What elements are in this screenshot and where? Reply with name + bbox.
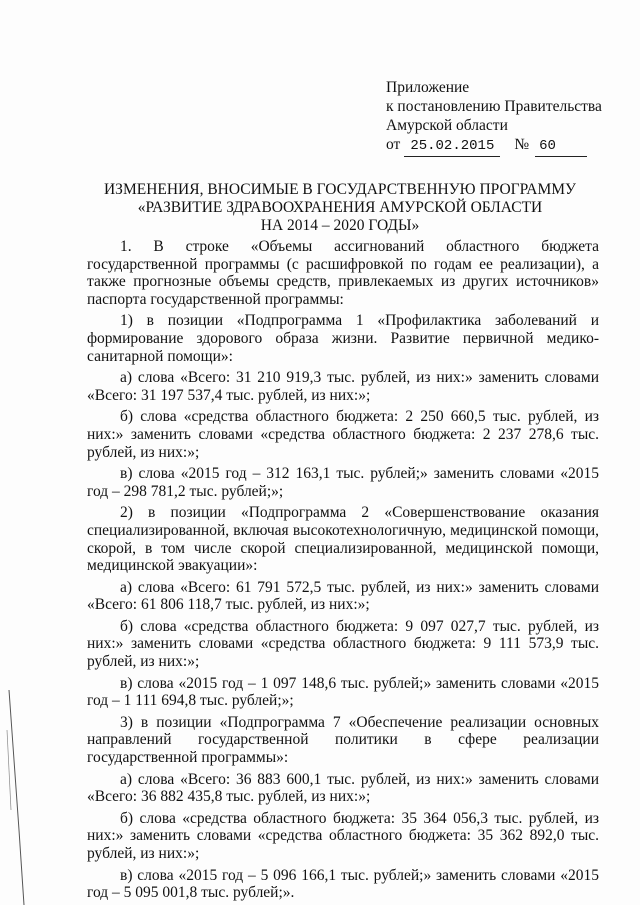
decree-date: 25.02.2015 [404,137,500,157]
paragraph: а) слова «Всего: 36 883 600,1 тыс. рублей, из них:» заменить словами «Всего: 36 882 435,8 тыс. рублей, из них:»; [87,770,599,806]
appendix-line-3: Амурской области [386,117,508,134]
paragraph: б) слова «средства областного бюджета: 35 364 056,3 тыс. рублей, из них:» заменить словами «средства областного бюджета: 35 362 892,0 тыс. рублей, из них:»; [87,809,599,862]
paragraph: а) слова «Всего: 31 210 919,3 тыс. рублей, из них:» заменить словами «Всего: 31 197 537,4 тыс. рублей, из них:»; [87,369,599,404]
paragraph: а) слова «Всего: 61 791 572,5 тыс. рублей, из них:» заменить словами «Всего: 61 806 118,7 тыс. рублей, из них:»; [87,578,599,614]
paragraph: в) слова «2015 год – 1 097 148,6 тыс. рублей;» заменить словами «2015 год – 1 111 694,8 тыс. рублей;»; [87,674,599,710]
title-line-2: «РАЗВИТИЕ ЗДРАВООХРАНЕНИЯ АМУРСКОЙ ОБЛАСТИ [137,199,543,216]
paragraph: 1) в позиции «Подпрограмма 1 «Профилактика заболеваний и формирование здорового образа жизни. Развитие первичной медико-санитарной помощи»: [87,312,599,365]
scan-margin-line [5,690,27,905]
title-line-1: ИЗМЕНЕНИЯ, ВНОСИМЫЕ В ГОСУДАРСТВЕННУЮ ПРОГРАММУ [103,181,577,198]
document-body [87,238,599,906]
paragraph: б) слова «средства областного бюджета: 2 250 660,5 тыс. рублей, из них:» заменить словами «средства областного бюджета: 2 237 278,6 тыс. рублей, из них:»; [87,408,599,461]
paragraph: в) слова «2015 год – 5 096 166,1 тыс. рублей;» заменить словами «2015 год – 5 095 001,8 тыс. рублей;». [87,866,599,902]
paragraph: б) слова «средства областного бюджета: 9 097 027,7 тыс. рублей, из них:» заменить словами «средства областного бюджета: 9 111 573,9 тыс. рублей, из них:»; [87,617,599,671]
appendix-line-2: к постановлению Правительства [386,98,602,115]
paragraph: 2) в позиции «Подпрограмма 2 «Совершенствование оказания специализированной, включая высокотехнологичную, медицинской помощи, скорой, в том числе скорой специализированной, медицинской помощи, медицинской эвакуации»: [87,504,599,575]
appendix-block [386,78,602,157]
appendix-line-1: Приложение [386,79,470,96]
title-line-3: НА 2014 – 2020 ГОДЫ» [260,217,420,234]
appendix-date-line [386,135,602,157]
paragraph: 1. В строке «Объемы ассигнований областного бюджета государственной программы (с расшифровкой по годам ее реализации), а также прогнозные объемы средств, привлекаемых из других источников» паспорта государственной программы: [87,238,599,308]
number-sign: № [514,136,530,153]
decree-number: 60 [535,137,587,157]
paragraph: в) слова «2015 год – 312 163,1 тыс. рублей;» заменить словами «2015 год – 298 781,2 тыс. рублей;»; [87,465,599,500]
date-prefix: от [386,136,401,153]
paragraph: 3) в позиции «Подпрограмма 7 «Обеспечение реализации основных направлений государственной политики в сфере реализации государственной программы»: [87,713,599,767]
document-title [90,181,590,235]
